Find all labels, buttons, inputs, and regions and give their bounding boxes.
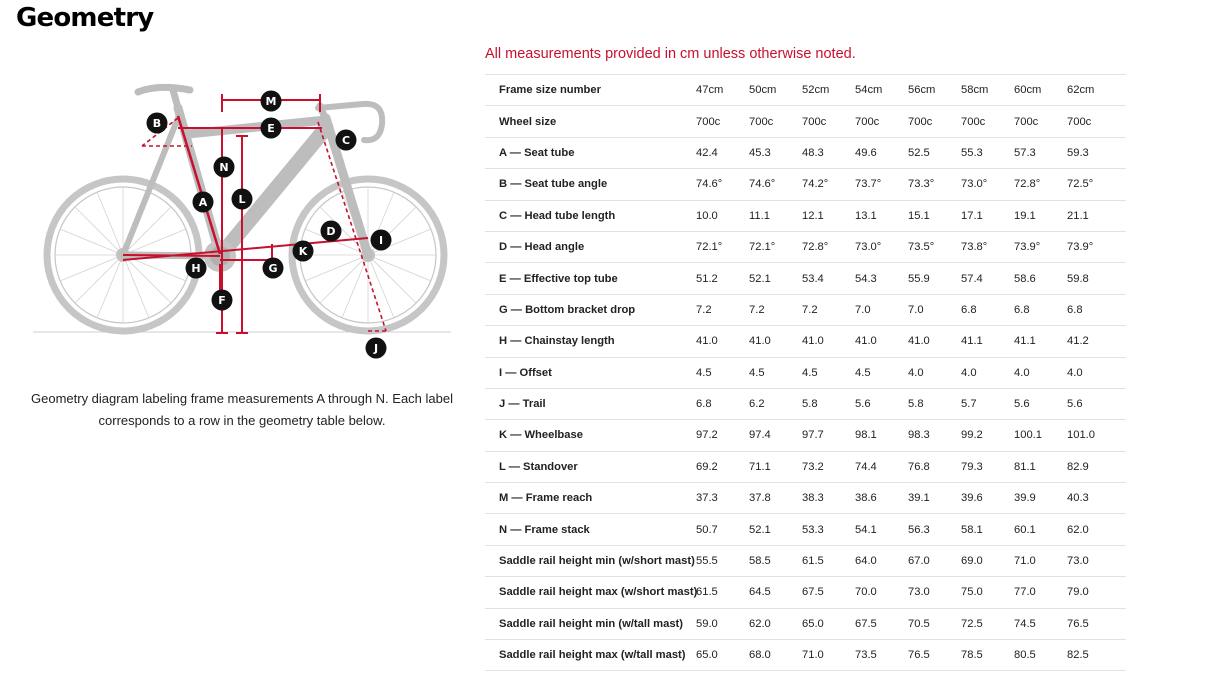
- value-cell: 4.0: [908, 357, 961, 388]
- row-label: B — Seat tube angle: [485, 169, 696, 200]
- value-cell: 68.0: [749, 640, 802, 671]
- value-cell: 58.1: [961, 514, 1014, 545]
- table-row: [485, 483, 1126, 514]
- value-cell: 41.0: [908, 326, 961, 357]
- badge-c: [336, 130, 357, 151]
- value-cell: 39.9: [1014, 483, 1067, 514]
- badge-d: [321, 221, 342, 242]
- value-cell: 48.3: [802, 137, 855, 168]
- value-cell: 13.1: [855, 200, 908, 231]
- value-cell: 6.2: [749, 388, 802, 419]
- value-cell: 19.1: [1014, 200, 1067, 231]
- header-label: Frame size number: [485, 75, 696, 106]
- value-cell: 4.0: [961, 357, 1014, 388]
- value-cell: 71.0: [802, 640, 855, 671]
- value-cell: 700c: [1067, 106, 1126, 137]
- row-label: L — Standover: [485, 451, 696, 482]
- value-cell: 64.0: [855, 545, 908, 576]
- page-title: Geometry: [16, 3, 154, 33]
- value-cell: 4.5: [696, 357, 749, 388]
- value-cell: 74.6°: [696, 169, 749, 200]
- value-cell: 40.3: [1067, 483, 1126, 514]
- value-cell: 73.0°: [855, 231, 908, 262]
- value-cell: 73.7°: [855, 169, 908, 200]
- value-cell: 4.5: [749, 357, 802, 388]
- value-cell: 62.0: [1067, 514, 1126, 545]
- size-cell: 50cm: [749, 75, 802, 106]
- size-cell: 56cm: [908, 75, 961, 106]
- value-cell: 70.0: [855, 577, 908, 608]
- value-cell: 73.0: [1067, 545, 1126, 576]
- value-cell: 700c: [855, 106, 908, 137]
- badge-h: [186, 258, 207, 279]
- table-row: [485, 388, 1126, 419]
- value-cell: 65.0: [696, 640, 749, 671]
- badge-e: [261, 118, 282, 139]
- value-cell: 62.0: [749, 608, 802, 639]
- badge-j: [366, 338, 387, 359]
- value-cell: 100.1: [1014, 420, 1067, 451]
- value-cell: 51.2: [696, 263, 749, 294]
- value-cell: 700c: [696, 106, 749, 137]
- value-cell: 74.6°: [749, 169, 802, 200]
- table-row: [485, 326, 1126, 357]
- row-label: A — Seat tube: [485, 137, 696, 168]
- value-cell: 41.0: [749, 326, 802, 357]
- badge-k: [293, 241, 314, 262]
- geometry-diagram: [28, 78, 456, 368]
- value-cell: 58.6: [1014, 263, 1067, 294]
- value-cell: 82.5: [1067, 640, 1126, 671]
- value-cell: 37.3: [696, 483, 749, 514]
- value-cell: 4.5: [855, 357, 908, 388]
- value-cell: 77.0: [1014, 577, 1067, 608]
- badge-b: [147, 113, 168, 134]
- table-row: [485, 200, 1126, 231]
- value-cell: 71.1: [749, 451, 802, 482]
- value-cell: 49.6: [855, 137, 908, 168]
- value-cell: 41.1: [961, 326, 1014, 357]
- value-cell: 7.2: [696, 294, 749, 325]
- badge-m: [261, 91, 282, 112]
- svg-text:D: D: [326, 225, 336, 238]
- value-cell: 73.5: [855, 640, 908, 671]
- table-row: [485, 106, 1126, 137]
- value-cell: 38.3: [802, 483, 855, 514]
- value-cell: 76.5: [908, 640, 961, 671]
- value-cell: 5.6: [1014, 388, 1067, 419]
- badge-f: [212, 290, 233, 311]
- value-cell: 39.6: [961, 483, 1014, 514]
- size-cell: 60cm: [1014, 75, 1067, 106]
- value-cell: 72.5: [961, 608, 1014, 639]
- value-cell: 41.1: [1014, 326, 1067, 357]
- value-cell: 78.5: [961, 640, 1014, 671]
- value-cell: 59.8: [1067, 263, 1126, 294]
- value-cell: 64.5: [749, 577, 802, 608]
- value-cell: 74.2°: [802, 169, 855, 200]
- value-cell: 41.0: [696, 326, 749, 357]
- value-cell: 69.2: [696, 451, 749, 482]
- value-cell: 5.8: [908, 388, 961, 419]
- value-cell: 5.6: [855, 388, 908, 419]
- measurement-note: All measurements provided in cm unless otherwise noted.: [485, 46, 856, 62]
- value-cell: 41.0: [802, 326, 855, 357]
- value-cell: 41.0: [855, 326, 908, 357]
- row-label: D — Head angle: [485, 231, 696, 262]
- value-cell: 73.9°: [1014, 231, 1067, 262]
- table-row: [485, 263, 1126, 294]
- value-cell: 70.5: [908, 608, 961, 639]
- row-label: E — Effective top tube: [485, 263, 696, 294]
- svg-text:E: E: [267, 122, 275, 135]
- size-cell: 58cm: [961, 75, 1014, 106]
- value-cell: 60.1: [1014, 514, 1067, 545]
- value-cell: 73.9°: [1067, 231, 1126, 262]
- value-cell: 41.2: [1067, 326, 1126, 357]
- value-cell: 74.5: [1014, 608, 1067, 639]
- value-cell: 67.5: [802, 577, 855, 608]
- svg-text:H: H: [191, 262, 201, 275]
- value-cell: 61.5: [696, 577, 749, 608]
- value-cell: 52.1: [749, 514, 802, 545]
- value-cell: 81.1: [1014, 451, 1067, 482]
- size-cell: 54cm: [855, 75, 908, 106]
- value-cell: 79.0: [1067, 577, 1126, 608]
- value-cell: 55.9: [908, 263, 961, 294]
- row-label: Saddle rail height max (w/tall mast): [485, 640, 696, 671]
- value-cell: 6.8: [696, 388, 749, 419]
- value-cell: 72.5°: [1067, 169, 1126, 200]
- table-row: [485, 608, 1126, 639]
- value-cell: 39.1: [908, 483, 961, 514]
- value-cell: 700c: [802, 106, 855, 137]
- table-row: [485, 545, 1126, 576]
- value-cell: 73.8°: [961, 231, 1014, 262]
- value-cell: 53.3: [802, 514, 855, 545]
- value-cell: 80.5: [1014, 640, 1067, 671]
- row-label: M — Frame reach: [485, 483, 696, 514]
- value-cell: 45.3: [749, 137, 802, 168]
- value-cell: 53.4: [802, 263, 855, 294]
- value-cell: 61.5: [802, 545, 855, 576]
- table-header-row: [485, 75, 1126, 106]
- value-cell: 38.6: [855, 483, 908, 514]
- badge-l: [232, 189, 253, 210]
- value-cell: 7.2: [802, 294, 855, 325]
- svg-text:K: K: [298, 245, 308, 258]
- row-label: N — Frame stack: [485, 514, 696, 545]
- value-cell: 58.5: [749, 545, 802, 576]
- svg-text:L: L: [238, 193, 246, 206]
- row-label: Wheel size: [485, 106, 696, 137]
- value-cell: 73.5°: [908, 231, 961, 262]
- table-row: [485, 514, 1126, 545]
- value-cell: 74.4: [855, 451, 908, 482]
- value-cell: 59.3: [1067, 137, 1126, 168]
- table-row: [485, 451, 1126, 482]
- value-cell: 73.3°: [908, 169, 961, 200]
- value-cell: 73.0°: [961, 169, 1014, 200]
- svg-text:M: M: [265, 95, 277, 108]
- badge-g: [263, 258, 284, 279]
- value-cell: 56.3: [908, 514, 961, 545]
- svg-text:C: C: [341, 134, 351, 147]
- svg-text:G: G: [268, 262, 278, 275]
- value-cell: 12.1: [802, 200, 855, 231]
- value-cell: 5.6: [1067, 388, 1126, 419]
- table-row: [485, 640, 1126, 671]
- size-cell: 52cm: [802, 75, 855, 106]
- value-cell: 57.4: [961, 263, 1014, 294]
- row-label: Saddle rail height min (w/tall mast): [485, 608, 696, 639]
- row-label: G — Bottom bracket drop: [485, 294, 696, 325]
- value-cell: 37.8: [749, 483, 802, 514]
- geometry-table-body: [485, 75, 1126, 671]
- value-cell: 97.2: [696, 420, 749, 451]
- row-label: C — Head tube length: [485, 200, 696, 231]
- value-cell: 700c: [1014, 106, 1067, 137]
- value-cell: 54.3: [855, 263, 908, 294]
- svg-text:A: A: [198, 196, 208, 209]
- value-cell: 73.0: [908, 577, 961, 608]
- table-row: [485, 577, 1126, 608]
- table-row: [485, 231, 1126, 262]
- value-cell: 72.8°: [802, 231, 855, 262]
- value-cell: 7.0: [908, 294, 961, 325]
- value-cell: 76.5: [1067, 608, 1126, 639]
- row-label: K — Wheelbase: [485, 420, 696, 451]
- value-cell: 700c: [961, 106, 1014, 137]
- row-label: Saddle rail height min (w/short mast): [485, 545, 696, 576]
- value-cell: 76.8: [908, 451, 961, 482]
- badge-a: [193, 192, 214, 213]
- value-cell: 4.5: [802, 357, 855, 388]
- value-cell: 67.5: [855, 608, 908, 639]
- value-cell: 15.1: [908, 200, 961, 231]
- value-cell: 6.8: [1067, 294, 1126, 325]
- value-cell: 4.0: [1067, 357, 1126, 388]
- table-row: [485, 420, 1126, 451]
- value-cell: 21.1: [1067, 200, 1126, 231]
- value-cell: 7.0: [855, 294, 908, 325]
- value-cell: 52.1: [749, 263, 802, 294]
- bike-illustration: [28, 78, 456, 368]
- value-cell: 99.2: [961, 420, 1014, 451]
- diagram-caption: Geometry diagram labeling frame measurements A through N. Each label corresponds to a row in the geometry table below.: [31, 391, 453, 428]
- row-label: Saddle rail height max (w/short mast): [485, 577, 696, 608]
- value-cell: 59.0: [696, 608, 749, 639]
- value-cell: 97.4: [749, 420, 802, 451]
- svg-text:F: F: [218, 294, 226, 307]
- value-cell: 72.1°: [696, 231, 749, 262]
- table-row: [485, 357, 1126, 388]
- value-cell: 71.0: [1014, 545, 1067, 576]
- table-row: [485, 294, 1126, 325]
- value-cell: 72.8°: [1014, 169, 1067, 200]
- value-cell: 69.0: [961, 545, 1014, 576]
- value-cell: 97.7: [802, 420, 855, 451]
- row-label: J — Trail: [485, 388, 696, 419]
- value-cell: 42.4: [696, 137, 749, 168]
- value-cell: 55.3: [961, 137, 1014, 168]
- value-cell: 11.1: [749, 200, 802, 231]
- value-cell: 700c: [749, 106, 802, 137]
- value-cell: 4.0: [1014, 357, 1067, 388]
- value-cell: 72.1°: [749, 231, 802, 262]
- value-cell: 75.0: [961, 577, 1014, 608]
- value-cell: 54.1: [855, 514, 908, 545]
- value-cell: 17.1: [961, 200, 1014, 231]
- value-cell: 82.9: [1067, 451, 1126, 482]
- value-cell: 98.1: [855, 420, 908, 451]
- value-cell: 10.0: [696, 200, 749, 231]
- value-cell: 79.3: [961, 451, 1014, 482]
- value-cell: 65.0: [802, 608, 855, 639]
- table-row: [485, 137, 1126, 168]
- row-label: I — Offset: [485, 357, 696, 388]
- value-cell: 700c: [908, 106, 961, 137]
- value-cell: 5.7: [961, 388, 1014, 419]
- value-cell: 67.0: [908, 545, 961, 576]
- value-cell: 7.2: [749, 294, 802, 325]
- value-cell: 50.7: [696, 514, 749, 545]
- value-cell: 5.8: [802, 388, 855, 419]
- value-cell: 6.8: [961, 294, 1014, 325]
- value-cell: 98.3: [908, 420, 961, 451]
- svg-text:N: N: [219, 161, 229, 174]
- value-cell: 101.0: [1067, 420, 1126, 451]
- value-cell: 6.8: [1014, 294, 1067, 325]
- badge-i: [371, 230, 392, 251]
- size-cell: 62cm: [1067, 75, 1126, 106]
- svg-text:B: B: [152, 117, 162, 130]
- badge-n: [214, 157, 235, 178]
- value-cell: 55.5: [696, 545, 749, 576]
- value-cell: 57.3: [1014, 137, 1067, 168]
- size-cell: 47cm: [696, 75, 749, 106]
- geometry-table: [485, 74, 1126, 671]
- svg-text:J: J: [373, 342, 379, 355]
- value-cell: 73.2: [802, 451, 855, 482]
- table-row: [485, 169, 1126, 200]
- row-label: H — Chainstay length: [485, 326, 696, 357]
- value-cell: 52.5: [908, 137, 961, 168]
- svg-text:I: I: [378, 234, 384, 247]
